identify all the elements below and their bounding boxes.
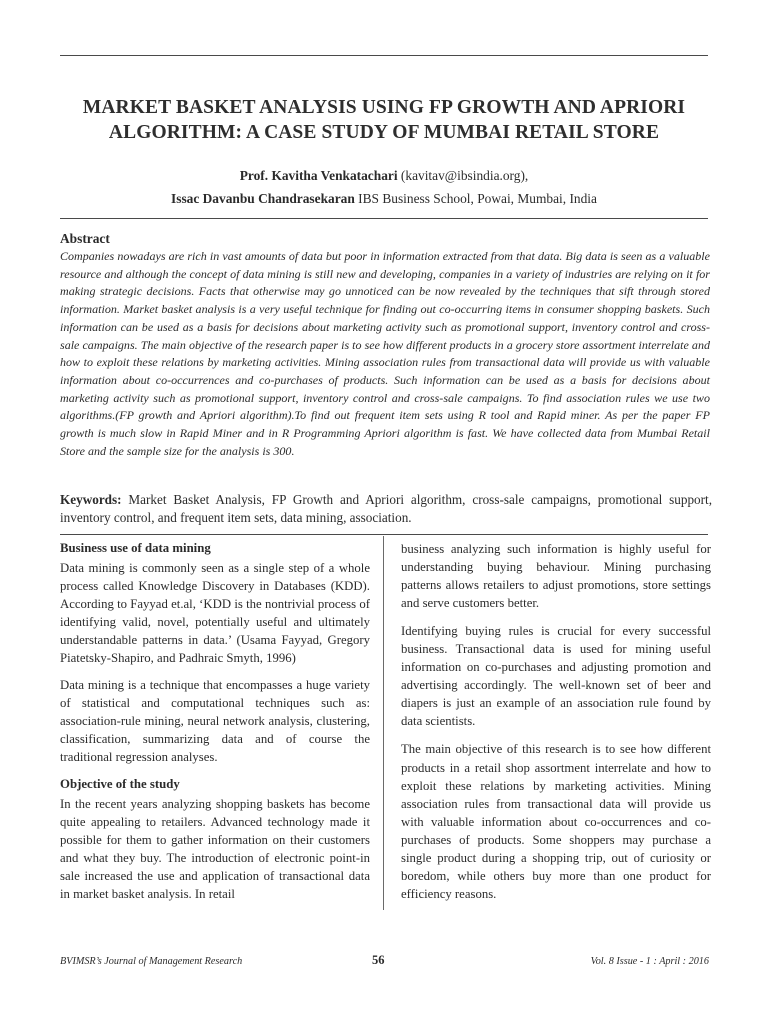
authors-rule — [60, 218, 708, 219]
keywords — [60, 491, 712, 527]
abstract-text: Companies nowadays are rich in vast amounts of data but poor in information extracted from that data. Big data is seen as a valuable resource and although the concept of data mining is still new and developing, companies in a variety of industries are relying on it for making strategic decisions. Facts that otherwise may go unnoticed can be now revealed by the techniques that sift through stored information. Market basket analysis is a very useful technique for finding out co-occurring items in consumer shopping baskets. Such information can be used as a basis for decisions about marketing activity such as promotional support, inventory control and cross-sale campaigns. The main objective of the research paper is to see how different products in a grocery store assortment interrelate and how to exploit these relations by marketing activities. Mining association rules from transactional data will provide us with valuable information about co-occurrences and co-purchases of products. Such information can be used as a basis for decisions about marketing activity such as promotional support, inventory control and cross-sale campaigns. To find association rules we use two algorithms.(FP growth and Apriori algorithm).To find out frequent item sets using R tool and Rapid miner. As per the paper FP growth is much slow in Rapid Miner and in R Programming Apriori algorithm is fast. We have collected data from Mumbai Retail Store and the sample size for the analysis is 300. — [60, 249, 710, 458]
footer-journal: BVIMSR’s Journal of Management Research — [60, 956, 243, 967]
top-rule — [60, 55, 708, 56]
right-paragraph-1: business analyzing such information is highly useful for understanding buying behaviour. Mining purchasing patterns allows retailers to adjust promotions, store settings and serve customers better. — [401, 542, 711, 611]
right-column — [401, 540, 711, 913]
authors-block — [60, 164, 708, 210]
left-paragraph-2: Data mining is a technique that encompasses a huge variety of statistical and computational techniques such as: association-rule mining, neural network analysis, clustering, classification, summarizing data and of course the traditional regression analyses. — [60, 678, 370, 765]
keywords-text: Market Basket Analysis, FP Growth and Apriori algorithm, cross-sale campaigns, promotional support, inventory control, and frequent item sets, data mining, association. — [60, 492, 712, 525]
paper-title — [60, 95, 708, 145]
title-line-2: ALGORITHM: A CASE STUDY OF MUMBAI RETAIL STORE — [108, 122, 660, 143]
keywords-label: Keywords: — [60, 492, 122, 507]
author-line-1 — [60, 164, 708, 187]
author-2-affiliation: IBS Business School, Powai, Mumbai, India — [354, 191, 597, 206]
page-number: 56 — [372, 953, 385, 967]
title-line-1: MARKET BASKET ANALYSIS USING FP GROWTH AND APRIORI — [82, 97, 686, 118]
abstract-heading: Abstract — [60, 231, 110, 246]
section-heading-objective: Objective of the study — [60, 776, 180, 791]
author-1-email: (kavitav@ibsindia.org), — [397, 168, 529, 183]
left-paragraph-3: In the recent years analyzing shopping baskets has become quite appealing to retailers. Advanced technology made it possible for them to gather information on their customers and what they buy. The introduction of electronic point-in sale increased the use and application of transactional data in market basket analysis. In retail — [60, 796, 370, 901]
author-line-2 — [60, 187, 708, 210]
column-divider — [383, 536, 384, 910]
left-column — [60, 540, 370, 912]
section-heading-business-use: Business use of data mining — [60, 541, 211, 555]
right-paragraph-3: The main objective of this research is to see how different products in a retail shop assortment interrelate and how to exploit these relations by marketing activities. Mining association rules from transactional data will provide us with valuable information about co-occurrences and co-purchases of products. Some shoppers may purchase a single product during a shopping trip, out of curiosity or boredom, while others buy more than one product for efficiency reasons. — [401, 742, 711, 901]
author-2-name: Issac Davanbu Chandrasekaran — [171, 191, 355, 206]
author-1-name: Prof. Kavitha Venkatachari — [239, 168, 398, 183]
right-paragraph-2: Identifying buying rules is crucial for every successful business. Transactional data is used for mining useful information on co-purchases and adjusting promotion and advertising accordingly. The well-known set of beer and diapers is just an example of an association rule found by data scientists. — [401, 624, 711, 729]
columns-rule — [60, 534, 708, 535]
footer-issue: Vol. 8 Issue - 1 : April : 2016 — [590, 956, 709, 967]
left-paragraph-1: Data mining is commonly seen as a single step of a whole process called Knowledge Discovery in Databases (KDD). According to Fayyad et.al, ‘KDD is the nontrivial process of identifying valid, novel, potentially useful and ultimately understandable patterns in data.’ (Usama Fayyad, Gregory Piatetsky-Shapiro, and Padhraic Smyth, 1996) — [60, 561, 370, 666]
